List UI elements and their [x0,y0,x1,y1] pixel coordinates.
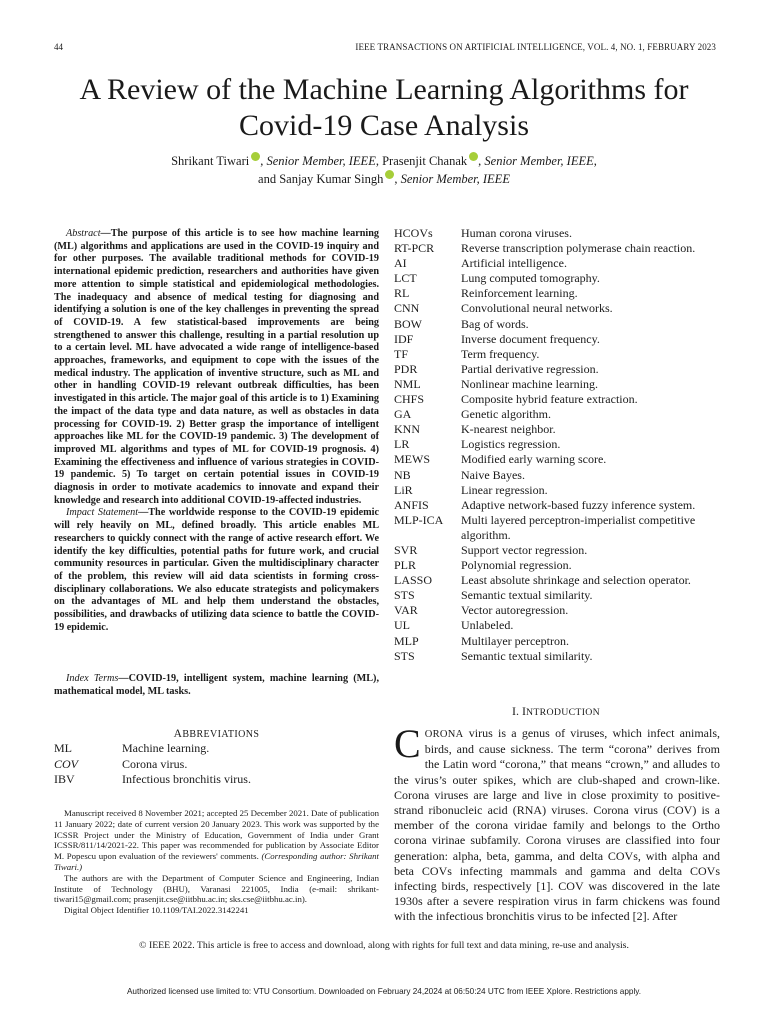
footnote-doi: Digital Object Identifier 10.1109/TAI.2022.3142241 [64,905,249,916]
title-line-1: A Review of the Machine Learning Algorithms for [79,73,689,106]
abbreviation-definition: Multi layered perceptron-imperialist competitive algorithm. [461,512,696,542]
abbreviation-row [394,452,718,467]
abbreviation-row [394,407,718,422]
abbreviation-row [394,377,718,392]
drop-cap: C [394,721,421,766]
footnote-corresponding: (Corresponding author: Shrikant Tiwari.) [54,851,379,872]
author-list: Shrikant Tiwari , Senior Member, IEEE, Prasenjit Chanak , Senior Member, IEEE, and Sanjay Kumar Singh , Senior Member, IEEE [171,154,597,186]
abbreviation-row [394,573,718,588]
abbreviation-definition: Logistics regression. [461,437,561,452]
abbreviations-list-right [394,226,718,664]
abbreviation-term: STS [394,648,415,663]
abbreviations-heading: ABBREVIATIONS [173,728,260,740]
abbreviation-definition: K-nearest neighbor. [461,422,556,437]
abbreviation-term: UL [394,618,410,633]
abbreviation-row [394,241,718,256]
abbreviation-definition: Nonlinear machine learning. [461,376,598,391]
copyright-notice: © IEEE 2022. This article is free to access and download, along with rights for full text and data mining, re-use and analysis. [139,940,629,951]
abbreviation-definition: Lung computed tomography. [461,271,600,286]
abbreviation-term: PLR [394,558,417,573]
abbreviation-row [394,317,718,332]
abbreviation-row [394,468,718,483]
abbreviation-row [394,588,718,603]
abbreviation-definition: Reinforcement learning. [461,286,578,301]
abbreviation-term: GA [394,407,412,422]
abbreviation-term: CNN [394,301,420,316]
abbreviation-definition: Polynomial regression. [461,558,572,573]
abbreviation-row [394,649,718,664]
abbreviation-definition: Artificial intelligence. [461,256,567,271]
abbreviation-term: HCOVs [394,226,433,240]
impact-statement-body: —The worldwide response to the COVID-19 epidemic will rely heavily on ML, defined broadly. This article enables ML researchers to quickly connect with the range of active research effort. We identify the key difficulties, potential paths for future work, and crucial community resources in particular. Given the multidisciplinary character of the problem, this review will aid data scientists in forming cross-disciplinary collaborations. We also educate strategists and policymakers on the advantages of ML and help them understand the obstacles, possibilities, and drawbacks of utilizing data science to battle the COVID-19 epidemic. [54,507,379,633]
abbreviation-definition: Machine learning. [122,741,210,755]
abbreviation-term: AI [394,256,407,271]
abbreviation-definition: Convolutional neural networks. [461,301,613,316]
running-head: IEEE TRANSACTIONS ON ARTIFICIAL INTELLIGENCE, VOL. 4, NO. 1, FEBRUARY 2023 [355,42,716,52]
section-heading: I. INTRODUCTION [511,704,601,718]
abbreviation-definition: Genetic algorithm. [461,407,551,422]
impact-statement-label: Impact Statement [66,507,139,519]
abbreviation-row [394,483,718,498]
abbreviation-term: RT-PCR [394,241,435,256]
abbreviation-term: ANFIS [394,497,429,512]
abbreviation-definition: Semantic textual similarity. [461,648,593,663]
author-2-name: Prasenjit Chanak [382,154,468,168]
abbreviation-row [394,286,718,301]
abbreviation-term: CHFS [394,392,425,407]
abbreviation-term: SVR [394,542,418,557]
abbreviation-row [394,422,718,437]
abbreviation-definition: Unlabeled. [461,618,514,633]
author-3-role: Senior Member, IEEE [400,172,510,186]
abbreviation-definition: Partial derivative regression. [461,361,599,376]
abbreviation-term: NML [394,376,421,391]
abbreviation-definition: Reverse transcription polymerase chain reaction. [461,241,696,256]
abbreviation-definition: Least absolute shrinkage and selection operator. [461,573,691,588]
author-2-role: Senior Member, IEEE [484,154,594,168]
abbreviation-row [394,362,718,377]
abbreviation-definition: Multilayer perceptron. [461,633,569,648]
index-terms [54,673,379,698]
abbreviation-row [54,772,251,788]
author-1-role: Senior Member, IEEE [266,154,376,168]
abbreviation-definition: Corona virus. [122,756,188,771]
abbreviation-definition: Support vector regression. [461,542,588,557]
abbreviation-row [394,618,718,633]
abbreviation-term: MLP-ICA [394,512,444,527]
abbreviation-definition: Human corona viruses. [461,226,572,240]
abbreviation-row [394,634,718,649]
abbreviation-definition: Inverse document frequency. [461,331,600,346]
abbreviation-term: PDR [394,361,418,376]
abbreviation-term: MLP [394,633,419,648]
abbreviation-definition: Adaptive network-based fuzzy inference system. [461,497,696,512]
license-notice: Authorized licensed use limited to: VTU Consortium. Downloaded on February 24,2024 at 06:50:24 UTC from IEEE Xplore. Restrictions apply. [126,987,642,996]
abbreviation-row [394,543,718,558]
abbreviation-definition: Semantic textual similarity. [461,588,593,603]
abbreviation-definition: Infectious bronchitis virus. [122,772,251,786]
abbreviation-term: RL [394,286,410,301]
title-line-2: Covid-19 Case Analysis [239,109,529,142]
abbreviation-row [394,513,718,543]
introduction-text [394,721,720,925]
author-1-name: Shrikant Tiwari [171,154,250,168]
abbreviation-row [394,226,718,241]
abbreviation-row [394,437,718,452]
paper-title [40,72,728,144]
abbreviation-row [394,392,718,407]
footnote [54,808,379,916]
abbreviation-definition: Naive Bayes. [461,467,525,482]
abstract [54,228,379,635]
abbreviation-definition: Linear regression. [461,482,548,497]
index-terms-body: —COVID-19, intelligent system, machine learning (ML), mathematical model, ML tasks. [54,673,379,697]
abbreviation-row [394,301,718,316]
abbreviation-term: LASSO [394,573,433,588]
orcid-icon[interactable] [469,152,478,161]
orcid-icon[interactable] [251,152,260,161]
abbreviation-definition: Term frequency. [461,346,540,361]
abbreviation-definition: Modified early warning score. [461,452,607,467]
abstract-body: —The purpose of this article is to see how machine learning (ML) algorithms and applications are used in the COVID-19 inquiry and for other purposes. The available traditional methods for COVID-19 international epidemic prediction, researchers and authorities have given more attention to simple statistical and epidemiological methodologies. The inadequacy and absence of medical testing for diagnosing and identifying a solution is one of the key challenges in preventing the spread of COVID-19. A few statistical-based improvements are being strengthened to answer this challenge, resulting in a partial resolution up to a certain level. ML have advocated a wide range of intelligence-based approaches, frameworks, and equipment to cope with the issues of the medical industry. The application of inventive structure, such as ML and other in handling COVID-19 relevant outbreak difficulties, has been investigated in this article. The major goal of this article is to 1) Examining the impact of the data type and data nature, as well as obstacles in data processing for COVID-19. 2) Better grasp the importance of intelligent approaches like ML for the COVID-19 pandemic. 3) The development of improved ML algorithms and types of ML for COVID-19 prognosis. 4) Examining the effectiveness and influence of various strategies in COVID-19 pandemic. 5) To target on certain potential issues in COVID-19 diagnosis in order to motivate academics to innovate and expand their knowledge and research into additional COVID-19-affected industries. [54,228,379,506]
abbreviation-row [394,498,718,513]
abbreviation-row [54,741,251,757]
abbreviation-term: COV [54,756,78,771]
abbreviation-row [394,603,718,618]
page-number: 44 [54,42,63,52]
orcid-icon[interactable] [385,170,394,179]
abbreviation-row [394,256,718,271]
abbreviation-row [394,558,718,573]
abbreviations-list-left [54,741,251,788]
abbreviation-definition: Composite hybrid feature extraction. [461,392,638,407]
author-3-name: and Sanjay Kumar Singh [258,172,384,186]
abbreviation-term: IBV [54,772,75,786]
abbreviation-term: LiR [394,482,413,497]
abstract-label: Abstract [66,228,101,239]
footnote-manuscript: Manuscript received 8 November 2021; accepted 25 December 2021. Date of publication 11 January 2022; date of current version 20 January 2023. This work was supported by the ICSSR Project under the Ministry of Education, Government of India under Grant ICSSR/811/14/2021-22. This paper was recommended for publication by Associate Editor M. Popescu upon evaluation of the reviewers' comments. [54,808,379,862]
index-terms-label: Index Terms [66,673,119,684]
abbreviation-term: LCT [394,271,417,286]
intro-lead: ORONA [424,729,464,740]
abbreviation-row [394,271,718,286]
abbreviation-term: IDF [394,331,414,346]
intro-body: virus is a genus of viruses, which infect animals, birds, and cause sickness. The term “corona” derives from the Latin word “corona,” that means “crown,” and alludes to the virus’s outer spikes, which are club-shaped and crown-like. Corona viruses are large and live in close proximity to positive-strand ribonucleic acid (RNA) viruses. Corona virus (COV) is a member of the corona viridae family and belongs to the Ortho corona virinae subfamily. Corona viruses are classified into four generation: alpha, beta, gamma, and delta COVs, with alpha and beta COVs infecting mammals and gamma and delta COVs infecting birds, respectively [1]. COV was discovered in the late 1930s after a severe respiration virus in farm chickens was found with the infectious bronchitis virus to be infected [2]. After [394,726,720,924]
abbreviation-term: BOW [394,316,422,331]
abbreviation-term: ML [54,741,72,755]
abbreviation-row [394,332,718,347]
footnote-affiliation: The authors are with the Department of Computer Science and Engineering, Indian Institute of Technology (BHU), Varanasi 221005, India (e-mail: shrikant-tiwari15@gmail.com; prasenjit.cse@iitbhu.ac.in; sks.cse@iitbhu.ac.in). [54,872,379,905]
abbreviation-term: KNN [394,422,420,437]
abbreviation-row [394,347,718,362]
abbreviation-term: VAR [394,603,418,618]
abbreviation-term: MEWS [394,452,430,467]
abbreviation-definition: Bag of words. [461,316,529,331]
abbreviation-definition: Vector autoregression. [461,603,569,618]
abbreviation-term: STS [394,588,415,603]
abbreviation-row [54,757,251,773]
abbreviation-term: TF [394,346,409,361]
abbreviation-term: NB [394,467,411,482]
abbreviation-term: LR [394,437,410,452]
